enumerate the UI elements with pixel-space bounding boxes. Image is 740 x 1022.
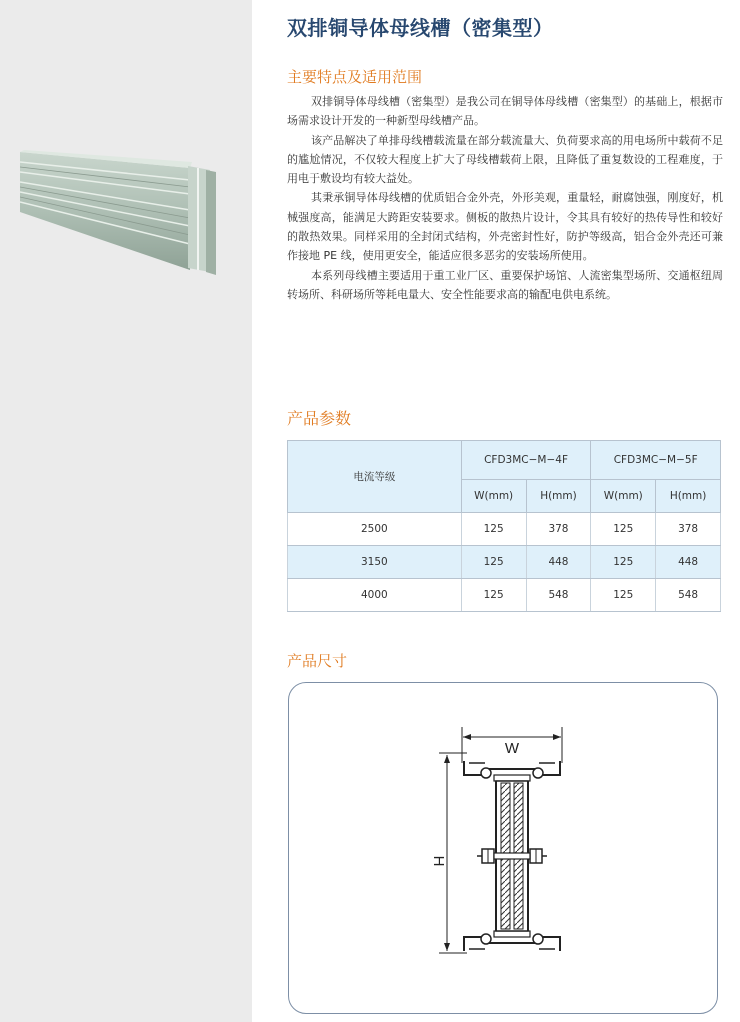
table-row — [288, 546, 721, 579]
features-paragraph: 双排铜导体母线槽（密集型）是我公司在铜导体母线槽（密集型）的基础上，根据市场需求设计开发的一种新型母线槽产品。 — [287, 95, 723, 128]
current-cell: 4000 — [288, 579, 462, 612]
w-header: W(mm) — [461, 480, 526, 513]
w-cell: 125 — [461, 513, 526, 546]
h-dimension-label: H — [430, 855, 447, 867]
current-cell: 2500 — [288, 513, 462, 546]
features-heading: 主要特点及适用范围 — [287, 68, 423, 86]
model-header: CFD3MC−M−5F — [591, 441, 721, 480]
params-table — [287, 440, 721, 612]
w-cell: 125 — [591, 513, 656, 546]
w-dimension-label: W — [504, 740, 520, 757]
table-header-row — [288, 441, 721, 480]
current-cell: 3150 — [288, 546, 462, 579]
features-body — [287, 92, 723, 304]
w-cell: 125 — [591, 546, 656, 579]
table-row — [288, 579, 721, 612]
features-paragraph: 该产品解决了单排母线槽载流量在部分载流量大、负荷要求高的用电场所中载荷不足的尴尬情况，不仅较大程度上扩大了母线槽载荷上限，且降低了重复数设的工程难度，于用电于敷设均有较大益处。 — [287, 133, 723, 186]
h-header: H(mm) — [526, 480, 591, 513]
w-cell: 125 — [591, 579, 656, 612]
table-row — [288, 513, 721, 546]
h-cell: 448 — [656, 546, 721, 579]
busway-product-photo — [20, 150, 220, 275]
w-cell: 125 — [461, 579, 526, 612]
h-cell: 548 — [656, 579, 721, 612]
features-paragraph: 其秉承铜导体母线槽的优质铝合金外壳，外形美观，重量轻，耐腐蚀强，刚度好，机械强度高，能满足大跨距安装要求。侧板的散热片设计，令其具有较好的热传导性和较好的散热效果。同样采用的全封闭式结构，外壳密封性好，防护等级高，铝合金外壳还可兼作接地 PE 线，使用更安全，能适应很多恶劣的安装场所使用。 — [287, 191, 723, 263]
w-cell: 125 — [461, 546, 526, 579]
w-header: W(mm) — [591, 480, 656, 513]
h-cell: 548 — [526, 579, 591, 612]
left-side-panel — [0, 0, 252, 1022]
h-cell: 378 — [526, 513, 591, 546]
dimensions-heading: 产品尺寸 — [287, 652, 348, 670]
model-header: CFD3MC−M−4F — [461, 441, 591, 480]
current-level-header: 电流等级 — [288, 441, 462, 513]
params-heading: 产品参数 — [287, 409, 352, 428]
h-cell: 448 — [526, 546, 591, 579]
h-cell: 378 — [656, 513, 721, 546]
page-title: 双排铜导体母线槽（密集型） — [287, 16, 554, 40]
h-header: H(mm) — [656, 480, 721, 513]
features-paragraph: 本系列母线槽主要适用于重工业厂区、重要保护场馆、人流密集型场所、交通枢纽周转场所、科研场所等耗电量大、安全性能要求高的输配电供电系统。 — [287, 268, 723, 301]
dimension-drawing-panel — [288, 682, 718, 1014]
busway-cross-section-drawing — [289, 683, 717, 1013]
